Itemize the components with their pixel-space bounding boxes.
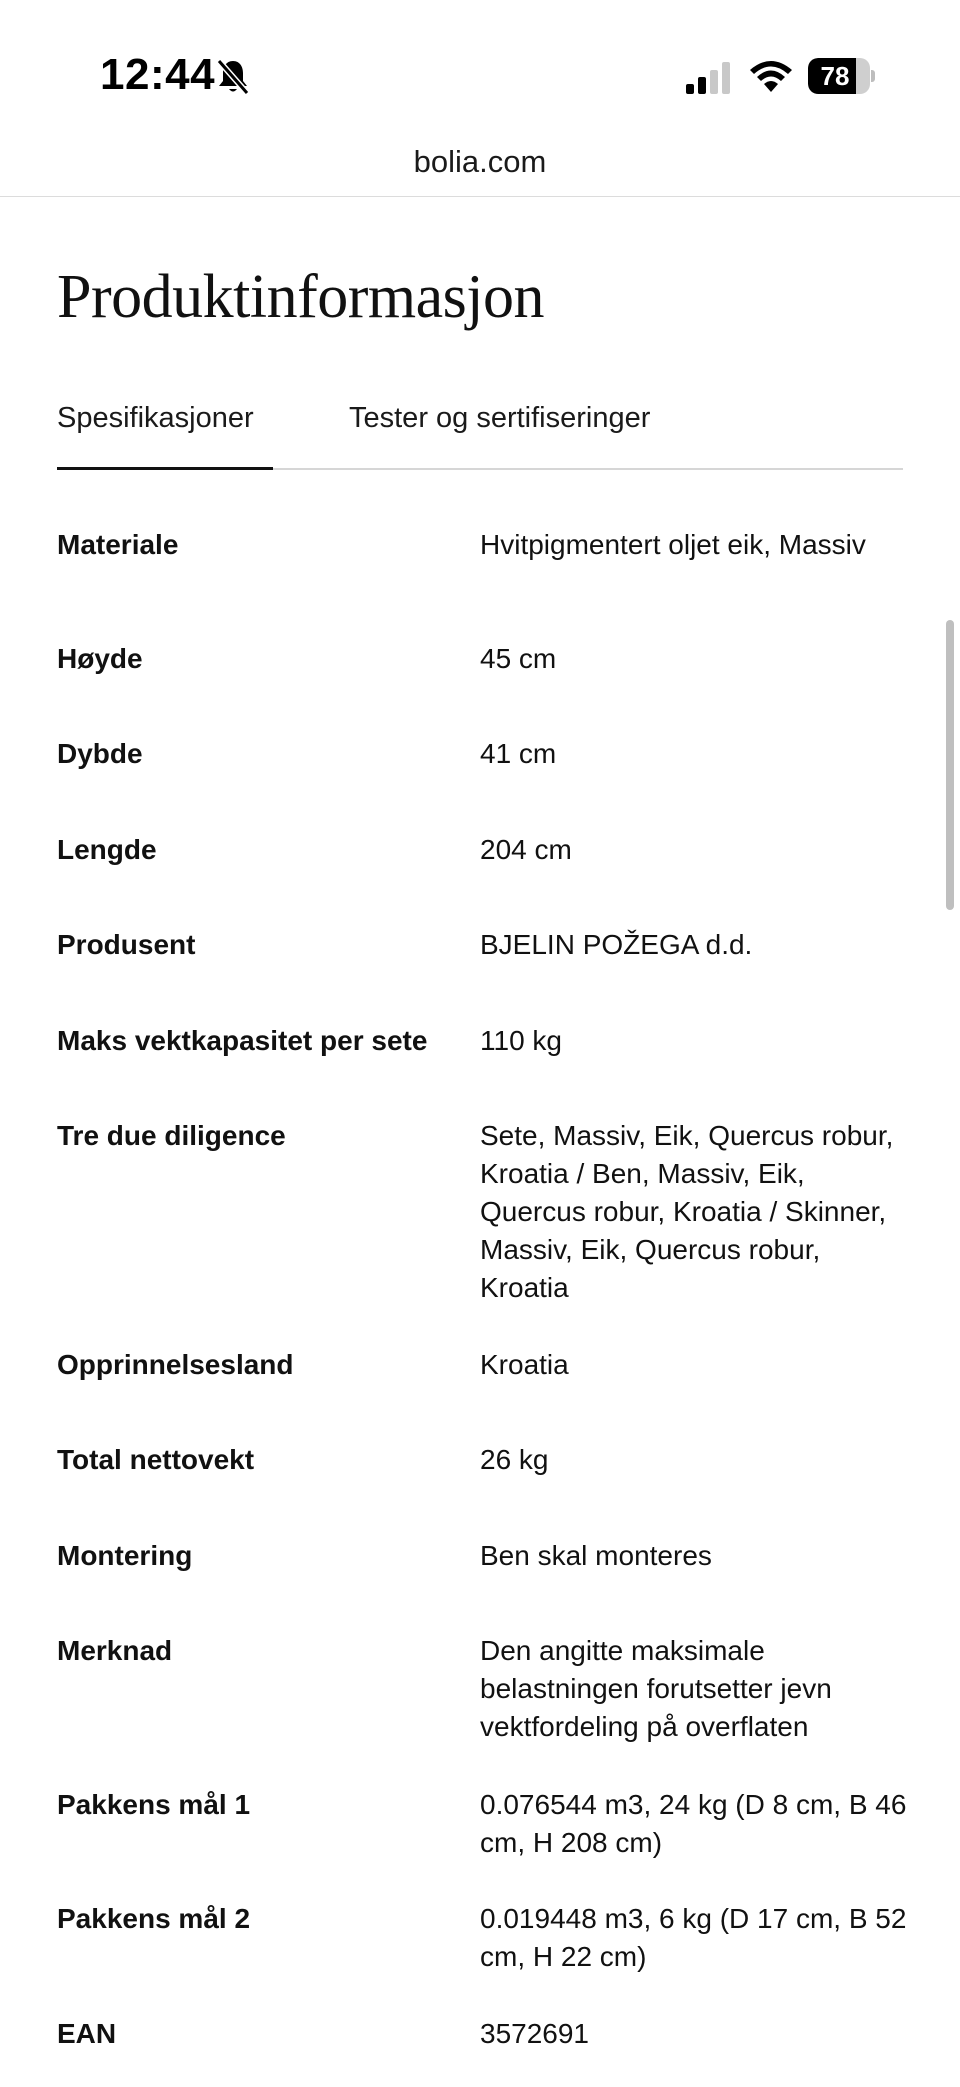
- url-text[interactable]: bolia.com: [413, 144, 547, 179]
- spec-label: Materiale: [57, 529, 179, 560]
- battery-icon: [808, 58, 874, 94]
- spec-value: BJELIN POŽEGA d.d.: [480, 929, 753, 960]
- spec-value: 0.019448 m3, 6 kg (D 17 cm, B 52 cm, H 22 cm): [480, 1903, 907, 1972]
- battery-level: 78: [820, 61, 850, 91]
- spec-label: Lengde: [57, 834, 157, 865]
- spec-value: Den angitte maksimale belastningen forutsetter jevn vektfordeling på overflaten: [480, 1635, 832, 1742]
- spec-value: 204 cm: [480, 834, 572, 865]
- spec-value: 41 cm: [480, 738, 557, 769]
- bell-slash-icon: [216, 58, 250, 96]
- spec-value: Sete, Massiv, Eik, Quercus robur, Kroatia / Ben, Massiv, Eik, Quercus robur, Kroatia / Skinner, Massiv, Eik, Quercus robur, Kroatia: [480, 1120, 894, 1303]
- spec-value: 0.076544 m3, 24 kg (D 8 cm, B 46 cm, H 208 cm): [480, 1789, 907, 1858]
- spec-label: Opprinnelsesland: [57, 1349, 294, 1380]
- spec-label: Pakkens mål 1: [57, 1789, 251, 1820]
- active-tab-indicator: [57, 467, 273, 470]
- spec-value: Kroatia: [480, 1349, 569, 1380]
- spec-value: 110 kg: [480, 1025, 562, 1056]
- spec-value: Ben skal monteres: [480, 1540, 712, 1571]
- spec-value: 3572691: [480, 2018, 590, 2049]
- address-bar[interactable]: [0, 140, 960, 197]
- spec-value: 26 kg: [480, 1444, 549, 1475]
- tab-bar: [57, 396, 903, 470]
- page-title: Produktinformasjon: [57, 263, 544, 331]
- spec-label: EAN: [57, 2018, 117, 2049]
- spec-label: Dybde: [57, 738, 143, 769]
- spec-value: Hvitpigmentert oljet eik, Massiv: [480, 529, 866, 560]
- tab-specifications[interactable]: Spesifikasjoner: [57, 402, 254, 434]
- spec-label: Total nettovekt: [57, 1444, 255, 1475]
- spec-label: Høyde: [57, 643, 143, 674]
- spec-label: Pakkens mål 2: [57, 1903, 251, 1934]
- spec-label: Tre due diligence: [57, 1120, 286, 1151]
- spec-label: Montering: [57, 1540, 193, 1571]
- status-bar: [0, 0, 960, 140]
- spec-label: Maks vektkapasitet per sete: [57, 1025, 428, 1056]
- scrollbar-thumb[interactable]: [946, 620, 954, 910]
- spec-label: Merknad: [57, 1635, 173, 1666]
- tab-tests-certifications[interactable]: Tester og sertifiseringer: [349, 402, 651, 434]
- spec-value: 45 cm: [480, 643, 557, 674]
- status-time: 12:44: [100, 50, 216, 99]
- spec-label: Produsent: [57, 929, 196, 960]
- cellular-signal-icon: [686, 62, 734, 94]
- wifi-icon: [748, 58, 794, 94]
